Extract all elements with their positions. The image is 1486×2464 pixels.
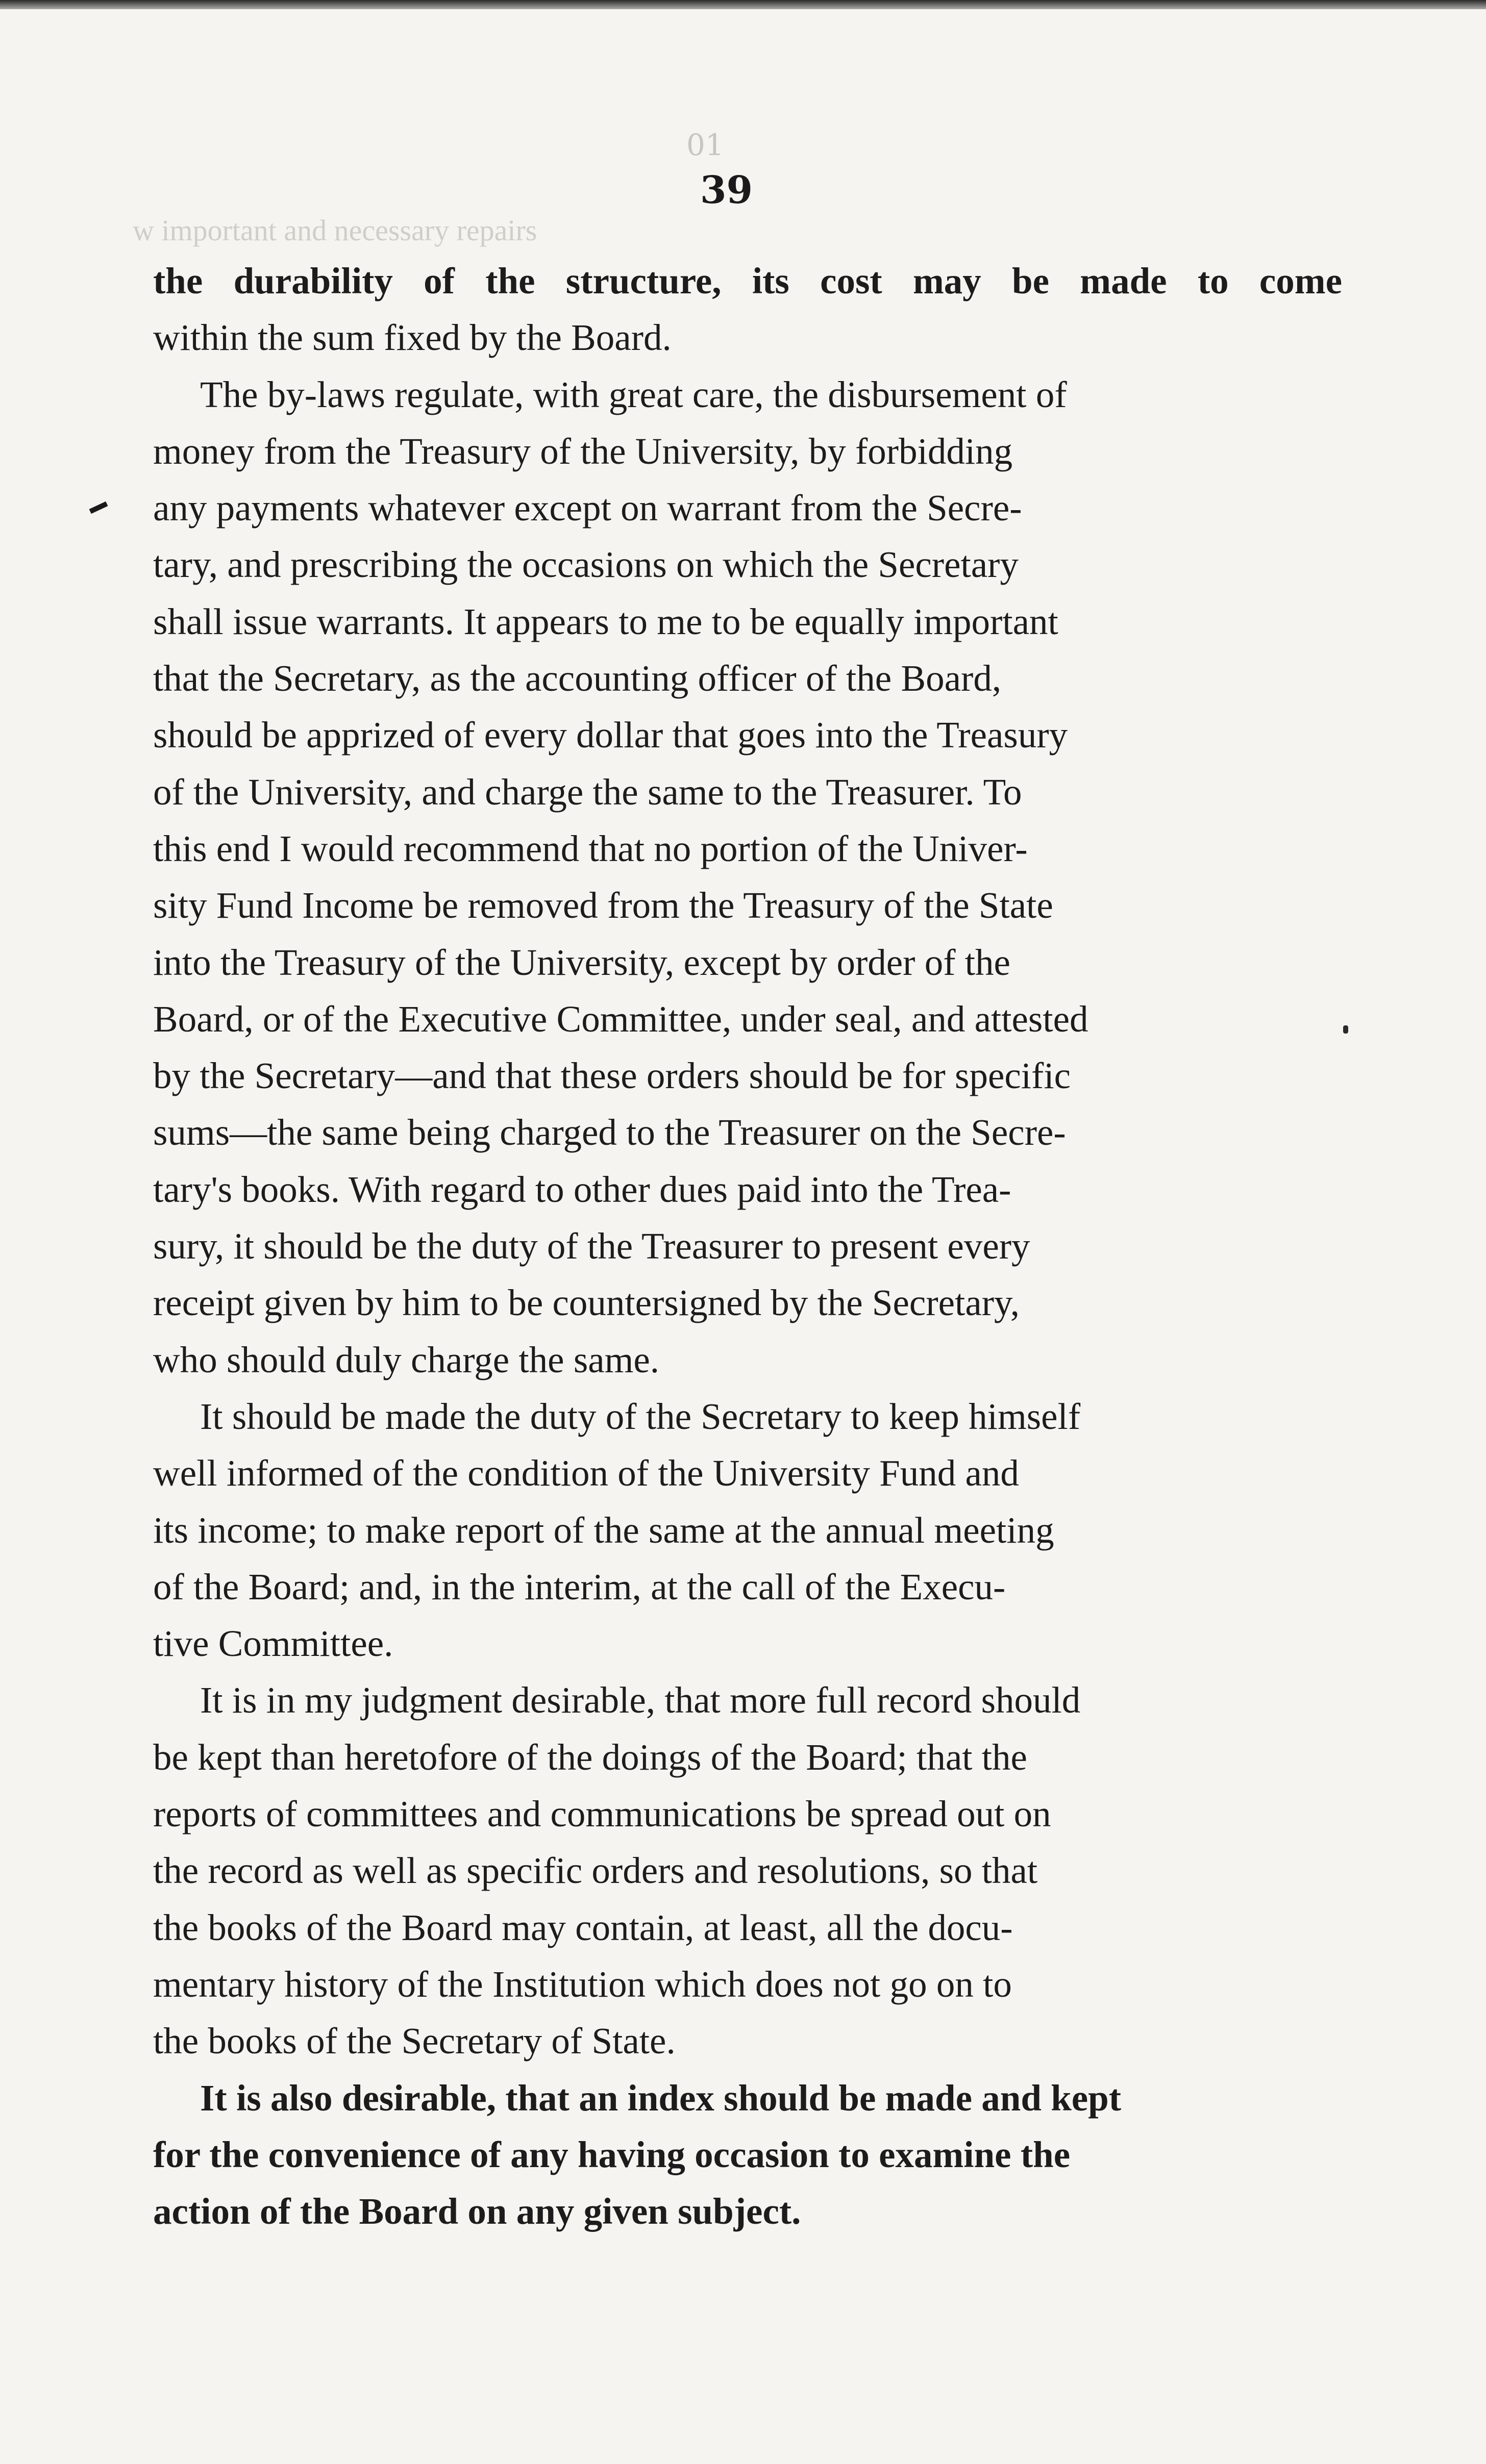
text-line: reports of committees and communications be spread out on — [153, 1793, 1051, 1835]
margin-dash-mark — [89, 501, 108, 514]
text-line: that the Secretary, as the accounting officer of the Board, — [153, 658, 1002, 699]
text-line: who should duly charge the same. — [153, 1339, 660, 1380]
text-line: of the Board; and, in the interim, at the call of the Execu- — [153, 1566, 1006, 1607]
text-line: sums—the same being charged to the Treasurer on the Secre- — [153, 1112, 1066, 1153]
text-line: of the University, and charge the same to the Treasurer. To — [153, 771, 1022, 813]
text-line: money from the Treasury of the University, by forbidding — [153, 430, 1013, 472]
page-number-faint: 01 — [686, 128, 724, 162]
text-line: tive Committee. — [153, 1623, 393, 1665]
text-line: should be apprized of every dollar that goes into the Treasury — [153, 714, 1068, 756]
text-line: sury, it should be the duty of the Treasurer to present every — [153, 1225, 1030, 1267]
body-text — [153, 253, 1342, 2240]
text-line: tary's books. With regard to other dues paid into the Trea- — [153, 1168, 1011, 1210]
top-edge-rule — [0, 0, 1486, 9]
text-line: this end I would recommend that no portion of the Univer- — [153, 827, 1028, 869]
text-line: It is also desirable, that an index should be made and kept — [200, 2077, 1122, 2119]
text-line: action of the Board on any given subject. — [153, 2191, 801, 2232]
text-line: be kept than heretofore of the doings of the Board; that the — [153, 1736, 1027, 1778]
text-line: Board, or of the Executive Committee, under seal, and attested — [153, 998, 1088, 1040]
text-line: mentary history of the Institution which does not go on to — [153, 1963, 1012, 2005]
text-line: The by-laws regulate, with great care, the disbursement of — [200, 373, 1067, 415]
text-line: into the Treasury of the University, except by order of the — [153, 941, 1010, 983]
text-line: within the sum fixed by the Board. — [153, 317, 672, 359]
text-line: well informed of the condition of the University Fund and — [153, 1452, 1019, 1494]
text-line: any payments whatever except on warrant from the Secre- — [153, 487, 1022, 529]
margin-dot-mark — [1343, 1025, 1348, 1034]
text-line: tary, and prescribing the occasions on which the Secretary — [153, 544, 1019, 586]
text-line: shall issue warrants. It appears to me to be equally important — [153, 600, 1058, 642]
page-number: 39 — [700, 168, 753, 212]
text-line: It is in my judgment desirable, that more full record should — [200, 1679, 1081, 1721]
text-line: the durability of the structure, its cost may be made to come — [153, 260, 1342, 301]
text-line: the books of the Secretary of State. — [153, 2020, 676, 2062]
text-line: the record as well as specific orders and resolutions, so that — [153, 1850, 1038, 1892]
bleed-through-text: w important and necessary repairs — [133, 214, 537, 247]
text-line: sity Fund Income be removed from the Treasury of the State — [153, 885, 1053, 926]
text-line: for the convenience of any having occasion to examine the — [153, 2133, 1071, 2175]
text-line: receipt given by him to be countersigned by the Secretary, — [153, 1282, 1020, 1324]
text-line: the books of the Board may contain, at least, all the docu- — [153, 1906, 1013, 1948]
text-line: its income; to make report of the same at the annual meeting — [153, 1509, 1054, 1551]
text-line: It should be made the duty of the Secretary to keep himself — [200, 1395, 1081, 1437]
text-line: by the Secretary—and that these orders should be for specific — [153, 1055, 1071, 1097]
